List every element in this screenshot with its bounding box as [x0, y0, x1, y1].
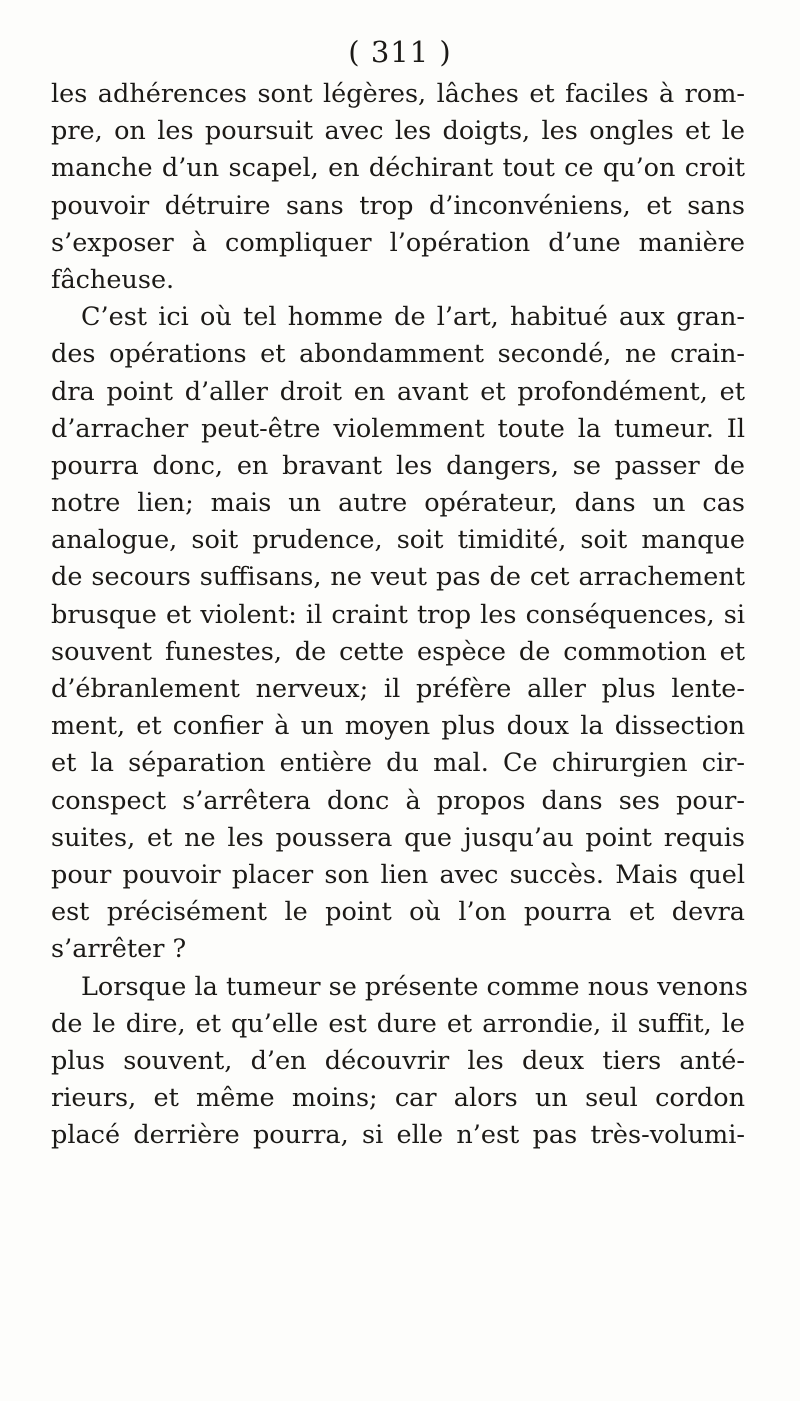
- text-line: suites, et ne les poussera que jusqu’au point requis: [51, 822, 745, 853]
- text-line: est précisément le point où l’on pourra et devra: [51, 897, 745, 928]
- text-line: s’arrêter ?: [51, 934, 187, 965]
- text-line: pour pouvoir placer son lien avec succès. Mais quel: [51, 859, 745, 890]
- text-line: souvent funestes, de cette espèce de commotion et: [51, 636, 745, 667]
- text-line: placé derrière pourra, si elle n’est pas très-volumi-: [51, 1120, 745, 1151]
- text-line: et la séparation entière du mal. Ce chirurgien cir-: [51, 748, 745, 779]
- text-line: conspect s’arrêtera donc à propos dans ses pour-: [51, 785, 745, 816]
- text-line: fâcheuse.: [51, 264, 175, 295]
- body-text: [51, 76, 748, 1154]
- text-line: s’exposer à compliquer l’opération d’une manière: [51, 227, 745, 258]
- text-line: plus souvent, d’en découvrir les deux tiers anté-: [51, 1045, 745, 1076]
- text-line: manche d’un scapel, en déchirant tout ce qu’on croit: [51, 153, 745, 184]
- text-line: pre, on les poursuit avec les doigts, les ongles et le: [51, 116, 745, 147]
- text-line: pouvoir détruire sans trop d’inconvéniens, et sans: [51, 190, 745, 221]
- text-line: des opérations et abondamment secondé, ne crain-: [51, 339, 745, 370]
- text-line: d’ébranlement nerveux; il préfère aller plus lente-: [51, 674, 745, 704]
- text-line: analogue, soit prudence, soit timidité, soit manque: [51, 525, 745, 556]
- page-number: ( 311 ): [348, 35, 452, 69]
- text-line: pourra donc, en bravant les dangers, se passer de: [51, 450, 745, 481]
- text-line: les adhérences sont légères, lâches et faciles à rom-: [51, 79, 745, 109]
- text-line: Lorsque la tumeur se présente comme nous venons: [81, 971, 748, 1002]
- text-line: dra point d’aller droit en avant et profondément, et: [51, 376, 745, 407]
- text-line: rieurs, et même moins; car alors un seul cordon: [51, 1083, 745, 1114]
- text-line: brusque et violent: il craint trop les conséquences, si: [51, 599, 745, 630]
- text-line: ment, et confier à un moyen plus doux la dissection: [51, 711, 745, 742]
- text-line: d’arracher peut-être violemment toute la tumeur. Il: [51, 413, 745, 444]
- text-line: de le dire, et qu’elle est dure et arrondie, il suffit, le: [51, 1008, 745, 1039]
- text-line: C’est ici où tel homme de l’art, habitué aux gran-: [81, 302, 745, 333]
- text-line: notre lien; mais un autre opérateur, dans un cas: [51, 488, 745, 519]
- text-line: de secours suffisans, ne veut pas de cet arrachement: [51, 562, 745, 593]
